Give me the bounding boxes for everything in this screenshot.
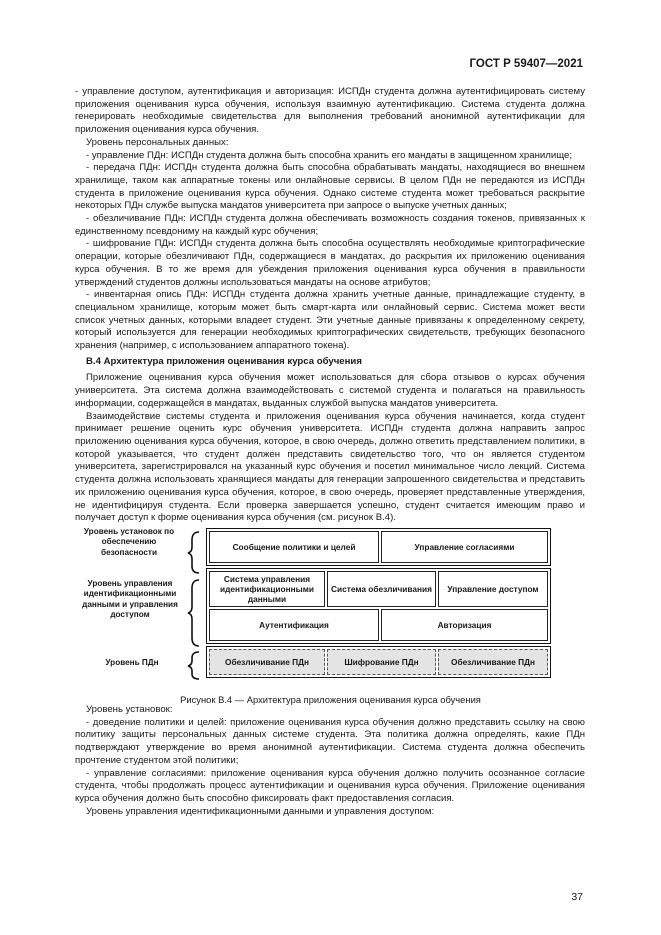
brace-icons: [187, 530, 203, 680]
brace-identity-icon: [188, 580, 199, 646]
paragraph: Уровень персональных данных:: [86, 136, 229, 148]
paragraph: - управление согласиями: приложение оценивания курса обучения должно получить осознанное согласие студента, чтобы продолжать процесс аутентификации и оценивания курса обучения. Приложение оценивания курса обучения должно быть способно фиксировать факт предоставления согласия.: [75, 767, 585, 804]
paragraph: - управление ПДн: ИСПДн студента должна быть способна хранить его мандаты в защищенном хранилище;: [86, 149, 572, 161]
body-text-bottom: [75, 704, 585, 818]
pdn-encryption-box: Шифрование ПДн: [327, 649, 436, 675]
paragraph: - передача ПДн: ИСПДн студента должна быть способна обрабатывать мандаты, находящиеся во внешнем хранилище, таком как аппаратные токены или онлайновые сервисы. В целом ПДн не передаются из ИСПДн студента в приложение оценивания курса обучения. Однако системе студента может требоваться раскрытие некоторых ПДн службе выпуска мандатов университета при запросе о выпуске учетных данных;: [75, 162, 585, 212]
pdn-anonymization-box: Обезличивание ПДн: [209, 649, 325, 675]
architecture-figure: [75, 522, 585, 680]
figure-caption: Рисунок В.4 — Архитектура приложения оценивания курса обучения: [180, 694, 481, 705]
authorization-box: Авторизация: [381, 609, 548, 641]
policy-message-box: Сообщение политики и целей: [209, 531, 379, 563]
paragraph: Приложение оценивания курса обучения может использоваться для сбора отзывов о курсах обучения университета. Эта система должна взаимодействовать с системой студента и полагаться на правильность информации, содержащейся в мандатах, выданных службой выпуска мандатов университета.: [75, 372, 585, 409]
paragraph: Уровень управления идентификационными данными и управления доступом:: [86, 805, 435, 817]
paragraph: - инвентарная опись ПДн: ИСПДн студента должна хранить учетные данные, принадлежащие студенту, в специальном хранилище, которым может быть смарт-карта или онлайновый сервис. Система может вести список учетных данных, которыми владеет студент. Эти учетные данные привязаны к определенному секрету, который используется для генерации необходимых криптографических свидетельств, требующих безопасного хранения (например, с использованием аппаратного токена).: [75, 289, 585, 352]
brace-pdn-icon: [188, 652, 199, 679]
paragraph: Уровень установок:: [86, 704, 173, 715]
level-label-identity: Уровень управления идентификационными данными и управления доступом: [82, 579, 178, 619]
consent-management-box: Управление согласиями: [381, 531, 548, 563]
level-label-pdn: Уровень ПДн: [105, 658, 159, 667]
brace-policy-icon: [188, 532, 199, 573]
paragraph: - управление доступом, аутентификация и авторизация: ИСПДн студента должна аутентифицировать систему приложения оценивания курса обучения, используя взаимную аутентификацию. Система студента должна генерировать необходимые свидетельства для выполнения требований анонимной аутентификации для приложения оценивания курса обучения.: [75, 86, 585, 136]
anonymization-system-box: Система обезличивания: [327, 571, 436, 607]
document-id: ГОСТ Р 59407—2021: [469, 58, 583, 70]
access-management-box: Управление доступом: [438, 571, 548, 607]
pdn-depersonalization-box: Обезличивание ПДн: [438, 649, 548, 675]
authentication-box: Аутентификация: [209, 609, 379, 641]
section-heading: В.4 Архитектура приложения оценивания курса обучения: [86, 355, 362, 367]
paragraph: Взаимодействие системы студента и приложения оценивания курса обучения начинается, когда студент принимает решение оценить курс обучения университета. ИСПДн студента должна направить запрос приложению оценивания курса обучения, которое, в свою очередь, должно ответить представлением политики, в которой указывается, что студент должен представить свидетельство того, что он является студентом университета, зарегистрировался на указанный курс обучения и посетил минимальное число лекций. Система студента должна использовать хранящиеся мандаты для генерации запрошенного свидетельства и представить их приложению оценивания курса обучения, которое, в свою очередь, проверяет представленные утверждения, не идентифицируя студента. Если проверка завершается успешно, студент считается имеющим право и получает доступ к форме оценивания курса обучения (см. рисунок В.4).: [75, 410, 585, 524]
paragraph: - доведение политики и целей: приложение оценивания курса обучения должно представить ссылку на свою политику защиты персональных данных системе студента. Эта политика должна определять, какие ПДн подтверждают утверждение во время анонимной аутентификации. Система студента должна обеспечить прочтение студентом этой политики;: [75, 716, 585, 766]
level-label-policy: Уровень установок по обеспечению безопасности: [83, 527, 175, 557]
body-text-top: [75, 86, 585, 525]
paragraph: - обезличивание ПДн: ИСПДн студента должна обеспечивать возможность создания токенов, привязанных к единственному псевдониму на каждый курс обучения;: [75, 213, 585, 237]
page-number: 37: [571, 891, 583, 903]
paragraph: - шифрование ПДн: ИСПДн студента должна быть способна осуществлять необходимые криптографические операции, которые обезличивают ПДн, содержащиеся в мандатах, до раскрытия их приложению оценивания курса обучения. В то же время для убеждения приложения оценивания курса обучения в правильности утверждений студентов должны использоваться мандаты на основе атрибутов;: [75, 238, 585, 288]
identity-management-box: Система управления идентификационными данными: [209, 571, 325, 607]
